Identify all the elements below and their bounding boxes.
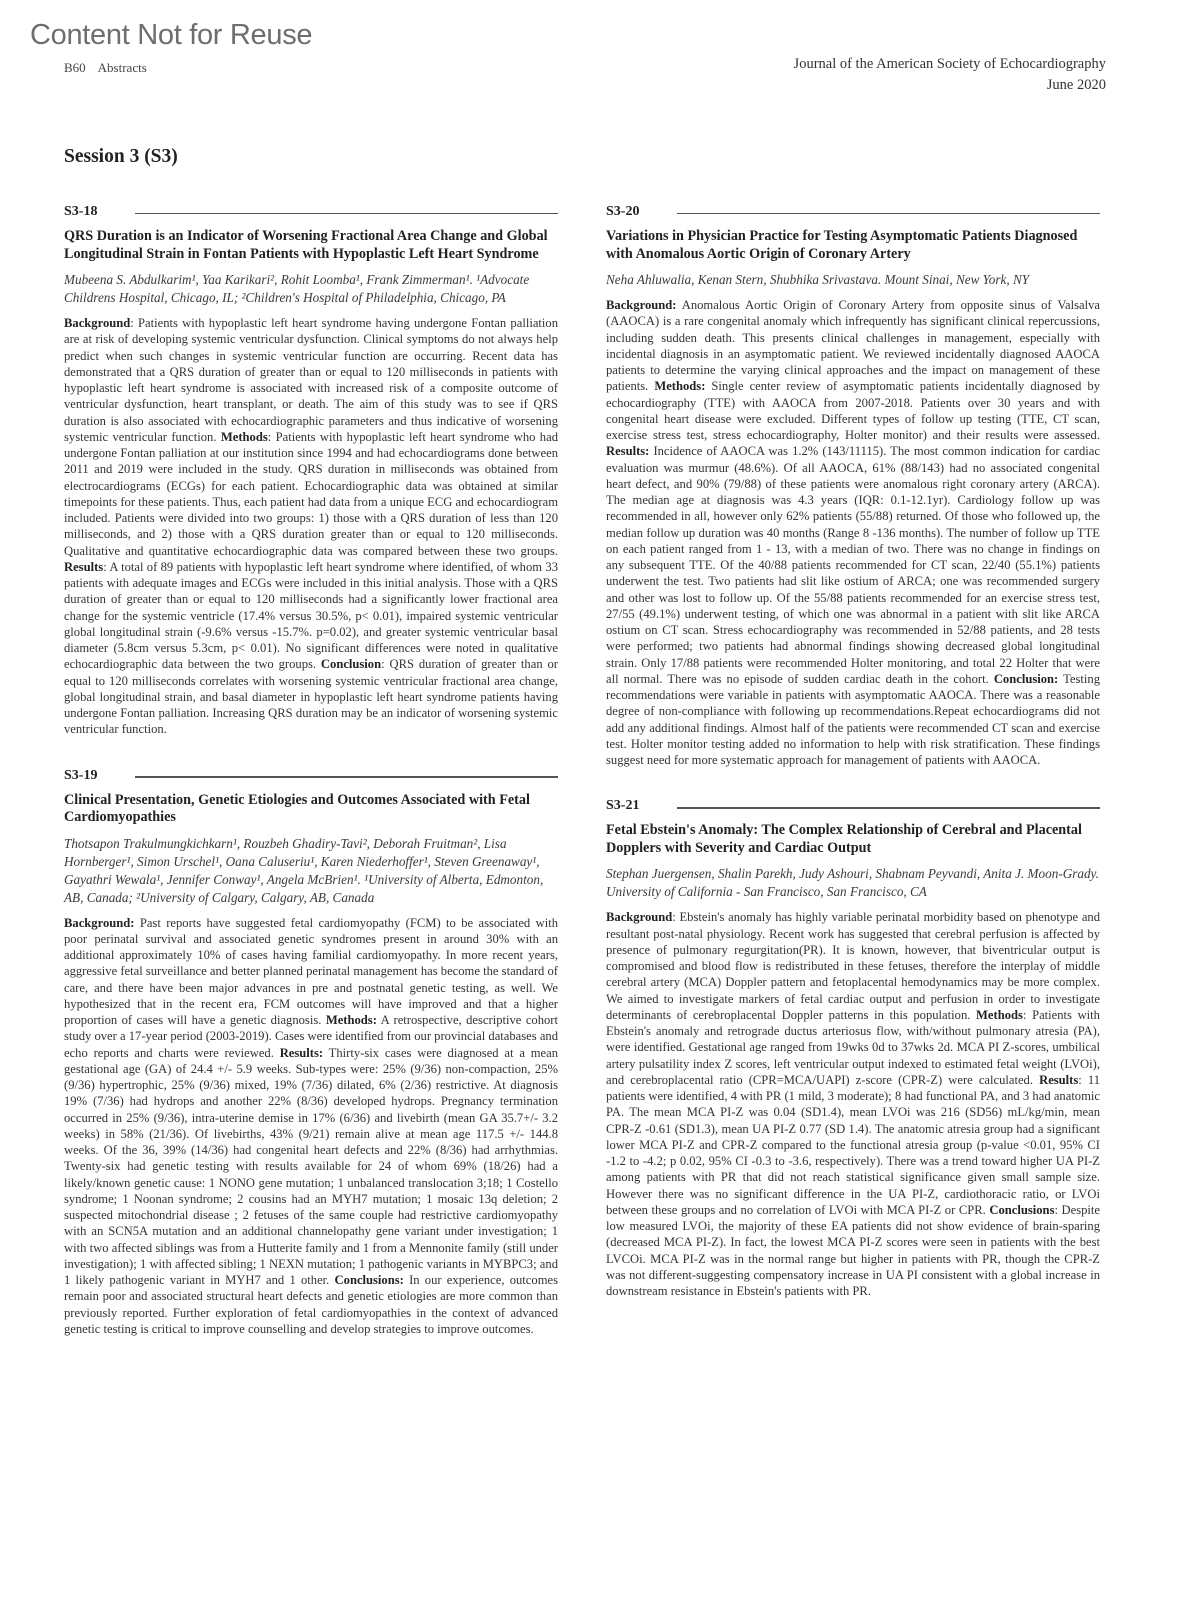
abstract-authors: Neha Ahluwalia, Kenan Stern, Shubhika Srivastava. Mount Sinai, New York, NY — [606, 272, 1030, 287]
section-text: : A total of 89 patients with hypoplastic left heart syndrome where identified, of whom 33 patients with adequate images and ECGs were included in this initial analysis. Those with a QRS duration of greater than or equal to 120 milliseconds had a significantly lower fractional area change for the systemic ventricle (17.4% versus 30.5%, p< 0.01), impaired systemic ventricular global longitudinal strain (-9.6% versus -15.7%. p=0.02), and greater systemic ventricular basal diameter (5.8cm versus 5.3cm, p< 0.01). No significant differences were noted in qualitative echocardiographic data between the two groups. — [64, 559, 558, 672]
section-label: Results: — [606, 444, 650, 459]
section-text: : Patients with hypoplastic left heart syndrome who had undergone Fontan palliation at our institution since 1994 and had echocardiograms done between 2011 and 2019 were included in the study. QRS duration in milliseconds was obtained from electrocardiograms (ECGs) for each patient. Echocardiographic data was obtained at similar timepoints for these patients. Thus, each patient had data from a unique ECG and echocardiogram included. Patients were divided into two groups: 1) those with a QRS duration of less than 120 milliseconds, and 2) those with a QRS duration greater than or equal to 120 milliseconds. Qualitative and quantitative echocardiographic data was compared between these two groups. — [64, 429, 558, 558]
section-name: Abstracts — [97, 60, 147, 75]
issue-date: June 2020 — [1046, 77, 1106, 93]
abstract-s3-20 — [606, 204, 1100, 768]
right-column — [606, 204, 1100, 1299]
abstract-id: S3-18 — [64, 204, 98, 219]
section-label: Results: — [279, 1045, 324, 1060]
divider — [135, 776, 558, 778]
abstract-header — [606, 798, 1100, 814]
abstract-id: S3-19 — [64, 767, 98, 783]
section-text: In our experience, outcomes remain poor and associated structural heart defects and genetic etiologies are more common than previously reported. Further exploration of fetal cardiomyopathies in the context of advanced genetic testing is critical to improve counselling and develop strategies to improve outcomes. — [64, 1273, 558, 1336]
abstract-body — [64, 315, 558, 738]
divider — [677, 213, 1100, 215]
section-label: Conclusions — [989, 1202, 1055, 1217]
divider — [135, 213, 558, 215]
abstract-s3-18 — [64, 204, 558, 738]
abstract-body — [606, 909, 1100, 1299]
section-label: Results — [1039, 1072, 1079, 1087]
abstract-header — [606, 204, 1100, 220]
section-text: : Patients with hypoplastic left heart syndrome having undergone Fontan palliation are at risk of developing systemic ventricular dysfunction. Clinical symptoms do not always help predict when such changes in systemic ventricular function are occurring. Recent data has demonstrated that a QRS duration of greater than or equal to 120 milliseconds in patients with hypoplastic left heart syndrome is associated with increased risk of a composite outcome of ventricular dysfunction, heart transplant, or death. The aim of this study was to see if QRS duration is also associated with echocardiographic parameters and thus indicative of worsening systemic ventricular function. — [64, 316, 558, 444]
abstract-id: S3-21 — [606, 798, 640, 814]
abstract-body — [606, 297, 1100, 768]
abstract-header — [64, 768, 558, 784]
section-label: Background: — [606, 298, 677, 312]
left-column — [64, 204, 558, 1337]
watermark: Content Not for Reuse — [30, 19, 313, 51]
section-text: A retrospective, descriptive cohort study over a 17-year period (2003-2019). Cases were identified from our provincial databases and echo reports and charts were reviewed. — [64, 1013, 558, 1060]
abstract-title: Variations in Physician Practice for Testing Asymptomatic Patients Diagnosed with Anomalous Aortic Origin of Coronary Artery — [606, 228, 1078, 262]
section-text: : Despite low measured LVOi, the majority of these EA patients did not show evidence of brain-sparing (decreased MCA PI-Z). In fact, the lowest MCA PI-Z scores were seen in patients with the best LVCOi. MCA PI-Z was in the normal range but higher in patients with PR, though the CPR-Z was not different-suggesting compensatory increase in UA PI consistent with a global increase in downstream resistance in Ebstein's patients with PR. — [606, 1202, 1100, 1298]
section-text: Single center review of asymptomatic patients incidentally diagnosed by echocardiography (TTE) with AAOCA from 2007-2018. Patients over 30 years and with congenital heart disease were excluded. Different types of follow up testing (TTE, CT scan, exercise stress test, stress echocardiography, Holter monitor) and their results were assessed. — [606, 379, 1101, 442]
abstract-s3-21 — [606, 798, 1100, 1299]
section-label: Methods — [220, 429, 268, 444]
abstract-title: Fetal Ebstein's Anomaly: The Complex Relationship of Cerebral and Placental Dopplers with Severity and Cardiac Output — [606, 822, 1082, 856]
divider — [677, 807, 1100, 809]
journal-name: Journal of the American Society of Echocardiography — [793, 56, 1106, 72]
section-label: Background — [606, 910, 673, 925]
section-text: : Patients with Ebstein's anomaly and retrograde ductus arteriosus flow, with/without pulmonary atresia (PA), were identified. Gestational age ranged from 19wks 0d to 37wks 2d. MCA PI Z-scores, umbilical artery pulsatility index Z scores, left ventricular output indexed to estimated fetal weight (LVOi), and cerebroplacental ratio (CPR=MCA/UAPI) z-score (CPR-Z) were calculated. — [606, 1007, 1100, 1087]
running-head-right — [794, 54, 1106, 96]
section-label: Methods: — [654, 379, 706, 394]
abstract-title: Clinical Presentation, Genetic Etiologies and Outcomes Associated with Fetal Cardiomyopathies — [64, 791, 530, 825]
section-label: Conclusions: — [334, 1273, 404, 1287]
abstract-authors: Mubeena S. Abdulkarim¹, Yaa Karikari², Rohit Loomba¹, Frank Zimmerman¹. ¹Advocate Childrens Hospital, Chicago, IL; ²Children's Hospital of Philadelphia, Chicago, PA — [64, 272, 530, 305]
abstract-authors: Stephan Juergensen, Shalin Parekh, Judy Ashouri, Shabnam Peyvandi, Anita J. Moon-Grady. University of California - San Francisco, San Francisco, CA — [606, 866, 1099, 900]
abstract-header — [64, 204, 558, 220]
abstract-id: S3-20 — [606, 204, 640, 219]
section-label: Conclusion: — [993, 671, 1059, 686]
abstract-authors: Thotsapon Trakulmungkichkarn¹, Rouzbeh Ghadiry-Tavi², Deborah Fruitman², Lisa Hornberger¹, Simon Urschel¹, Oana Caluseriu¹, Karen Niederhoffer¹, Steven Greenaway¹, Gayathri Wewala¹, Jennifer Conway¹, Angela McBrien¹. ¹University of Alberta, Edmonton, AB, Canada; ²University of Calgary, Calgary, AB, Canada — [64, 835, 544, 905]
page-number: B60 — [64, 60, 86, 75]
abstract-s3-19 — [64, 768, 558, 1338]
section-text: Anomalous Aortic Origin of Coronary Artery from opposite sinus of Valsalva (AAOCA) is a rare congenital anomaly which infrequently has significant clinical repercussions, including sudden death. This presents clinical challenges in management, especially with incidental diagnosis in an asymptomatic patient. We reviewed incidentally diagnosed AAOCA patients to determine the varying clinical approaches and the impact on management of these patients. — [606, 298, 1100, 394]
section-label: Methods: — [325, 1013, 377, 1027]
abstract-title: QRS Duration is an Indicator of Worsening Fractional Area Change and Global Longitudinal Strain in Fontan Patients with Hypoplastic Left Heart Syndrome — [64, 228, 548, 262]
abstract-body — [64, 915, 558, 1338]
section-label: Background: — [64, 915, 135, 930]
section-text: Past reports have suggested fetal cardiomyopathy (FCM) to be associated with poor perinatal survival and associated genetic syndromes present in around 30% with an additional approximately 10% of cases having familial cardiomyopathy. In more recent years, aggressive fetal surveillance and better planned perinatal management has become the standard of care, and there have been major advances in pre and postnatal genetic testing, as well. We hypothesized that in the recent era, FCM outcomes will have improved and that a higher proportion of cases will have a genetic diagnosis. — [64, 915, 558, 1027]
section-label: Conclusion — [320, 657, 382, 672]
section-text: : 11 patients were identified, 4 with PR (1 mild, 3 moderate); 8 had functional PA, and 3 had anatomic PA. The mean MCA PI-Z was 0.04 (SD1.4), mean LVOi was 216 (SD56) mL/kg/min, mean CPR-Z -0.61 (SD1.3), mean UA PI-Z 0.77 (SD 1.4). The anatomic atresia group had a significant lower MCA PI-Z and CPR-Z compared to the functional atresia group (p-value <0.01, 95% CI -1.2 to -4.2; p 0.02, 95% CI -0.3 to -3.6, respectively). There was a trend toward higher UA PI-Z among patients with PR that did not reach statistical significance given small sample size. However there was no significant difference in the UA PI-Z, cardiothoracic ratio, or LVOi between these groups and no correlation of LVOi with MCA PI-Z or CPR. — [606, 1072, 1100, 1217]
section-label: Background — [64, 316, 131, 330]
section-text: Testing recommendations were variable in patients with asymptomatic AAOCA. There was a reasonable degree of non-compliance with following up recommendations.Repeat echocardiograms did not add any additional findings. Almost half of the patients were recommended CT scan and exercise test. Holter monitor testing added no information to help with risk stratification. These findings suggest need for more systematic approach for management of patients with AAOCA. — [606, 671, 1100, 767]
section-text: : QRS duration of greater than or equal to 120 milliseconds correlates with worsening systemic ventricular fractional area change, global longitudinal strain, and basal diameter in hypoplastic left heart syndrome patients having undergone Fontan palliation. Increasing QRS duration may be an indicator of worsening systemic ventricular function. — [64, 657, 558, 737]
section-label: Results — [64, 559, 104, 574]
section-text: Incidence of AAOCA was 1.2% (143/11115). The most common indication for cardiac evaluation was murmur (48.6%). Of all AAOCA, 61% (88/143) had no associated congenital heart defect, and 90% (79/88) of these patients were anomalous right coronary artery (ARCA). The median age at diagnosis was 4.3 years (IQR: 0.1-12.1yr). Cardiology follow up was recommended in all, however only 62% patients (55/88) returned. Of those who followed up, the median follow up duration was 40 months (Range 8 -136 months). The number of follow up TTE on each patient ranged from 1 - 13, with a median of two. There was no change in findings on any subsequent TTE. Of the 40/88 patients recommended for CT scan, 22/40 (55.1%) patients underwent the test. Two patients had slit like ostium of ARCA; one was recommended surgery and other was lost to follow up. Of the 55/88 patients recommended for an exercise stress test, 27/55 (49.1%) underwent testing, of which one was abnormal in a patient with slit like ARCA ostium on CT scan. Stress echocardiography was recommended in 52/88 patients, and 28 tests were performed; two patients had abnormal findings showing decreased global longitudinal strain. Only 17/88 patients were recommended Holter monitoring, and total 22 Holter that were all normal. There was no episode of sudden cardiac death in the cohort. — [606, 444, 1100, 686]
section-text: Thirty-six cases were diagnosed at a mean gestational age (GA) of 24.4 +/- 5.9 weeks. Sub-types were: 25% (9/36) non-compaction, 25% (9/36) hypertrophic, 25% (9/36) mixed, 19% (7/36) dilated, 6% (2/36) restrictive. At diagnosis 19% (7/36) had hydrops and another 22% (8/36) developed hydrops. Pregnancy termination occurred in 25% (9/36), intra-uterine demise in 17% (6/36) and livebirth (mean GA 35.7+/- 3.2 weeks) in 58% (21/36). Of livebirths, 43% (9/21) remain alive at mean age 117.5 +/- 144.8 weeks. Of the 36, 39% (14/36) had congenital heart defects and 22% (8/36) had arrhythmias. Twenty-six had genetic testing with results available for 24 of whom 69% (18/26) had a likely/known genetic cause: 1 NONO gene mutation; 1 unbalanced translocation 3;18; 1 Costello syndrome; 1 Noonan syndrome; 2 cousins had an MYH7 mutation; 1 mosaic 13q deletion; 2 suspected mitochondrial disease ; 2 fetuses of the same couple had restrictive cardiomyopathy with an SCN5A mutation and an additional channelopathy gene variant under investigation; 1 with two affected siblings was from a Hutterite family and 1 from a Mennonite family (still under investigation); 1 with affected sibling; 1 NEXN mutation; 1 pathogenic variants in MYBPC3; and 1 likely pathogenic variant in MYH7 and 1 other. — [64, 1045, 559, 1287]
running-head-left — [64, 60, 159, 76]
section-text: : Ebstein's anomaly has highly variable perinatal morbidity based on phenotype and resultant post-natal physiology. Recent work has suggested that cerebral perfusion is affected by presence of pulmonary regurgitation(PR). It is known, however, that biventricular output is compromised and blood flow is redistributed in these fetuses, therefore the interplay of middle cerebral artery (MCA) Doppler pattern and fetoplacental hemodynamics may be more complex. We aimed to investigate markers of fetal cardiac output and perfusion in order to investigate determinants of cerebroplacental Doppler patterns in this population. — [606, 910, 1100, 1022]
session-title: Session 3 (S3) — [64, 146, 178, 167]
section-label: Methods — [976, 1007, 1023, 1022]
